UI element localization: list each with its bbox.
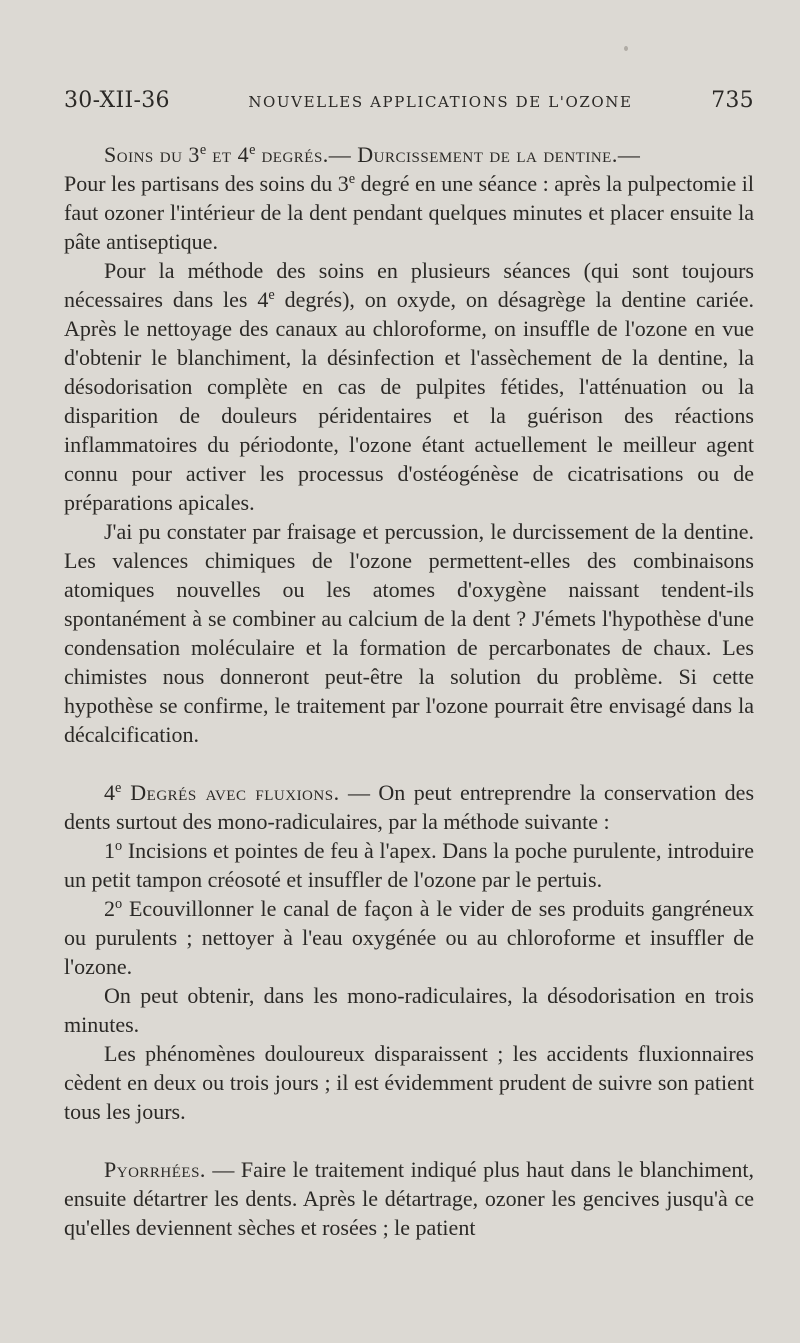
header-date: 30-XII-36 [64, 88, 170, 113]
paragraph-text: degrés), on oxyde, on désagrège la dentine cariée. Après le nettoyage des canaux au chloroforme, on insuffle de l'ozone en vue d'obtenir le blanchiment, la désinfection et l'assèchement de la dentine, la désodorisation complète en cas de pulpites fétides, l'atténuation ou la disparition de douleurs péridentaires et la guérison des réactions inflammatoires du périodonte, l'ozone étant actuellement le meilleur agent connu pour activer les processus d'ostéogénèse de cicatrisations ou de préparations apicales. [64, 287, 754, 515]
superscript: o [115, 838, 123, 855]
superscript: o [115, 896, 123, 913]
paragraph-desodorisation: On peut obtenir, dans les mono-radiculaires, la désodorisation en trois minutes. [64, 983, 754, 1037]
heading-part: Pyorrhées. [104, 1157, 206, 1182]
heading-part: degrés.— Durcissement de la dentine.— [255, 142, 641, 167]
paragraph-durcissement: J'ai pu constater par fraisage et percussion, le durcissement de la dentine. Les valences chimiques de l'ozone permettent-elles des combinaisons atomiques nouvelles ou les atomes d'oxygène naissant tendent-ils spontanément à se combiner au calcium de la dent ? J'émets l'hypothèse d'une condensation moléculaire et la formation de percarbonates de chaux. Les chimistes nous donneront peut-être la solution du problème. Si cette hypothèse se confirme, le traitement par l'ozone pourrait être envisagé dans la décalcification. [64, 519, 754, 747]
body-text [64, 140, 754, 1242]
superscript: e [348, 171, 356, 188]
superscript: e [249, 142, 256, 159]
paragraph-text: Pour les partisans des soins du 3 [64, 171, 349, 196]
header-title: NOUVELLES APPLICATIONS DE L'OZONE [248, 93, 633, 111]
paragraph-text: — Faire le traitement indiqué plus haut dans le blanchiment, ensuite détartrer les dents. Après le détartrage, ozoner les gencives jusqu'à ce qu'elles deviennent sèches et rosées ; le patient [64, 1157, 754, 1240]
paper-speck [624, 46, 628, 51]
page-number: 735 [711, 88, 754, 113]
paragraph-text: degré en une séance : après la pulpectomie il faut ozoner l'intérieur de la dent pendant quelques minutes et placer ensuite la pâte antiseptique. [64, 171, 755, 254]
superscript: e [268, 287, 275, 304]
heading-part: et 4 [206, 142, 250, 167]
paragraph-phenomenes: Les phénomènes douloureux disparaissent ; les accidents fluxionnaires cèdent en deux ou trois jours ; il est évidemment prudent de suivre son patient tous les jours. [64, 1041, 754, 1124]
section-heading-pyorrhees [64, 1155, 754, 1242]
item-number: 1 [104, 838, 115, 863]
superscript: e [115, 780, 122, 797]
list-item-2 [64, 894, 754, 981]
heading-number: 4 [104, 780, 115, 805]
heading-part: Degrés avec fluxions. [121, 780, 340, 805]
item-number: 2 [104, 896, 115, 921]
list-item-1 [64, 836, 754, 894]
paragraph-text: — On peut entreprendre la conservation des dents surtout des mono-radiculaires, par la méthode suivante : [64, 780, 754, 834]
superscript: e [199, 142, 207, 159]
section-heading-fluxions [64, 778, 754, 836]
item-text: Ecouvillonner le canal de façon à le vider de ses produits gangréneux ou purulents ; nettoyer à l'eau oxygénée ou au chloroforme et insuffler de l'ozone. [64, 896, 754, 979]
paragraph-text: Pour la méthode des soins en plusieurs séances (qui sont toujours nécessaires dans les 4 [64, 258, 754, 312]
heading-part: Soins du 3 [104, 142, 200, 167]
running-header [64, 88, 754, 118]
paragraph-methode [64, 256, 754, 517]
item-text: Incisions et pointes de feu à l'apex. Dans la poche purulente, introduire un petit tampon créosoté et insuffler de l'ozone par le pertuis. [64, 838, 754, 892]
section-heading-soins [64, 140, 754, 256]
